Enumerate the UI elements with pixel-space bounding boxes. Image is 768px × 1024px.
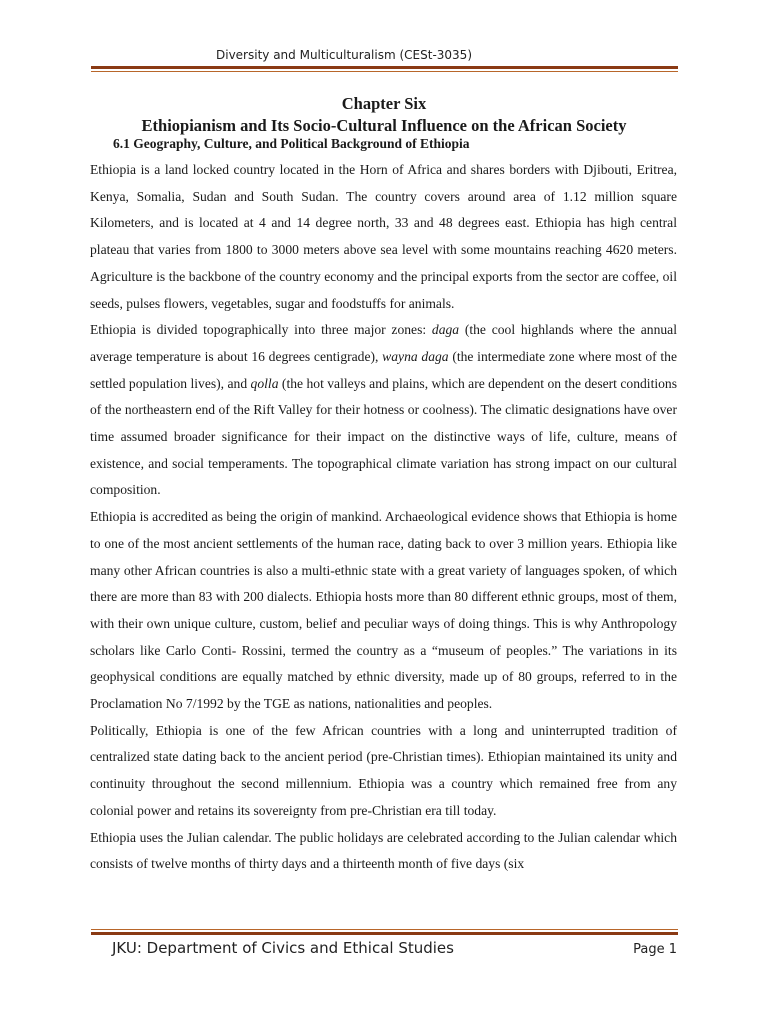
header-rule-thin xyxy=(91,71,678,72)
footer-rule-thick xyxy=(91,932,678,935)
body-text xyxy=(90,157,677,878)
paragraph-geography: Ethiopia is a land locked country located in the Horn of Africa and shares borders with Djibouti, Eritrea, Kenya, Somalia, Sudan and South Sudan. The country covers around area of 1.12 million square Kilometers, and is located at 4 and 14 degree north, 33 and 48 degrees east. Ethiopia has high central plateau that varies from 1800 to 3000 meters above sea level with some mountains reaching 4620 meters. Agriculture is the backbone of the country economy and the principal exports from the sector are coffee, oil seeds, pulses flowers, vegetables, sugar and foodstuffs for animals. xyxy=(90,162,677,311)
page-number: Page 1 xyxy=(633,942,677,957)
term-wayna-daga: wayna daga xyxy=(382,348,449,364)
term-daga: daga xyxy=(431,322,460,338)
section-heading: 6.1 Geography, Culture, and Political Background of Ethiopia xyxy=(113,136,470,151)
paragraph-ethnicity: Ethiopia is accredited as being the origin of mankind. Archaeological evidence shows that Ethiopia is home to one of the most ancient settlements of the human race, dating back to over 3 million years. Ethiopia like many other African countries is also a multi-ethnic state with a great variety of languages spoken, of which there are more than 83 with 200 dialects. Ethiopia hosts more than 80 different ethnic groups, most of them, with their own unique culture, custom, belief and peculiar ways of doing things. This is why Anthropology scholars like Carlo Conti- Rossini, termed the country as a “museum of peoples.” The variations in its geophysical conditions are equally matched by ethnic diversity, made up of 80 groups, referred to in the Proclamation No 7/1992 by the TGE as nations, nationalities and peoples. xyxy=(90,509,677,712)
header-rule-thick xyxy=(91,66,678,69)
footer-rule-thin xyxy=(91,929,678,930)
page-header-course: Diversity and Multiculturalism (CESt-3035) xyxy=(216,48,472,62)
paragraph-calendar: Ethiopia uses the Julian calendar. The public holidays are celebrated according to the Julian calendar which consists of twelve months of thirty days and a thirteenth month of five days (six xyxy=(90,829,677,872)
term-qolla: qolla xyxy=(250,375,279,391)
paragraph-politics: Politically, Ethiopia is one of the few African countries with a long and uninterrupted tradition of centralized state dating back to the ancient period (pre-Christian times). Ethiopian maintained its unity and continuity throughout the second millennium. Ethiopia was a country which remained free from any colonial power and retains its sovereignty from pre-Christian era till today. xyxy=(90,722,677,818)
chapter-title: Chapter Six xyxy=(341,94,427,113)
footer-department: JKU: Department of Civics and Ethical Studies xyxy=(112,939,454,957)
paragraph-topography: Ethiopia is divided topographically into three major zones: daga (the cool highlands where the annual average temperature is about 16 degrees centigrade), wayna daga (the intermediate zone where most of the settled population lives), and qolla (the hot valleys and plains, which are dependent on the desert conditions of the northeastern end of the Rift Valley for their hotness or coolness). The climatic designations have over time assumed broader significance for their impact on the distinctive ways of life, culture, means of existence, and social temperaments. The topographical climate variation has strong impact on our cultural composition. xyxy=(90,322,678,498)
document-title: Ethiopianism and Its Socio-Cultural Influence on the African Society xyxy=(141,116,627,135)
